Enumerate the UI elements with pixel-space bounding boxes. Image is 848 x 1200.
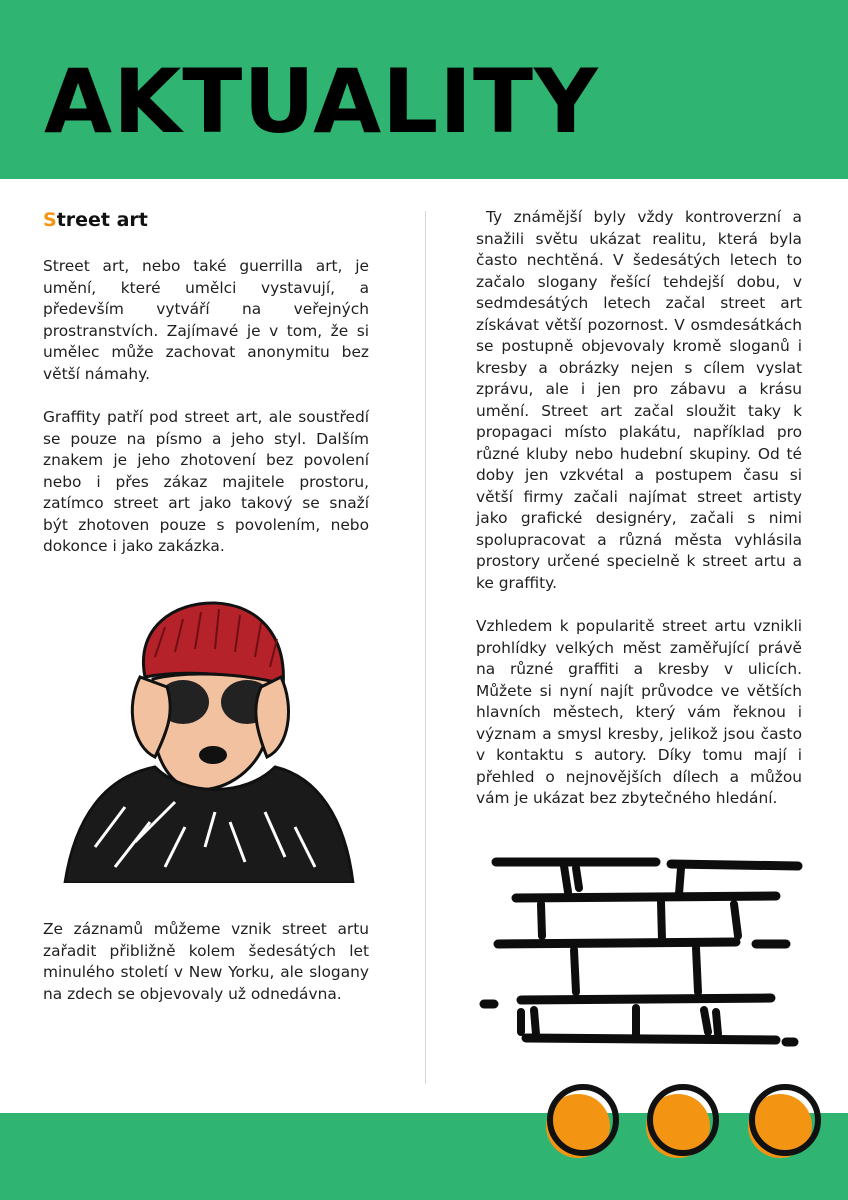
circle-icon	[748, 1087, 818, 1158]
left-column-bottom	[43, 919, 369, 1027]
paragraph: Graffity patří pod street art, ale soustředí se pouze na písmo a jeho styl. Dalším znakem je jeho zhotovení bez povolení nebo i přes zákaz majitele prostoru, zatímco street art jako takový se snaží být zhotoven pouze s povolením, nebo dokonce i jako zakázka.	[43, 408, 369, 555]
left-column-top	[43, 256, 369, 580]
circle-icon	[646, 1087, 716, 1158]
paragraph: Ty známější byly vždy kontroverzní a snažili světu ukázat realitu, která byla často nechtěná. V šedesátých letech to začalo slogany řešící tehdejší dobu, v sedmdesátých letech začal street art získávat větší pozornost. V osmdesátkách se postupně objevovaly kromě sloganů i kresby a obrázky nejen s cílem vyslat zprávu, ale i jen pro zábavu a krásu umění. Street art začal sloužit taky k propagaci místo plakátu, například pro různé kluby nebo hudební skupiny. Od té doby jen vzkvétal a postupem času si větší firmy začali najímat street artisty jako grafické designéry, začali s nimi spolupracovat a různá města vyhlásila prostory určené specielně k street artu a ke graffity.	[476, 208, 802, 592]
paragraph: Vzhledem k popularitě street artu vznikli prohlídky velkých měst zaměřující právě na různé graffiti a kresby v ulicích. Můžete si nyní najít průvodce ve větších hlavních městech, který vám řeknou i význam a smysl kresby, jelikož jsou často v kontaktu s autory. Díky tomu mají i přehled o nejnovějších dílech a můžou vám je ukázat bez zbytečného hledání.	[476, 617, 802, 807]
right-column	[476, 207, 802, 832]
paragraph: Ze záznamů můžeme vznik street artu zařadit přibližně kolem šedesátých let minulého století v New Yorku, ale slogany na zdech se objevovaly už odnedávna.	[43, 920, 369, 1003]
circle-icon	[546, 1087, 616, 1158]
paragraph: Street art, nebo také guerrilla art, je umění, které umělci vystavují, a především vytváří na veřejných prostranstvích. Zajímavé je v tom, že si umělec může zachovat anonymitu bez větší námahy.	[43, 257, 369, 383]
header-band	[0, 0, 848, 179]
person-looking-illustration	[55, 597, 355, 883]
column-divider	[425, 211, 426, 1084]
section-title-rest: treet art	[56, 209, 148, 231]
brick-wall-illustration	[476, 852, 806, 1052]
section-title-initial: S	[43, 209, 57, 231]
page-title: AKTUALITY	[44, 50, 599, 153]
decorative-circles	[538, 1084, 828, 1166]
section-title	[43, 209, 148, 231]
